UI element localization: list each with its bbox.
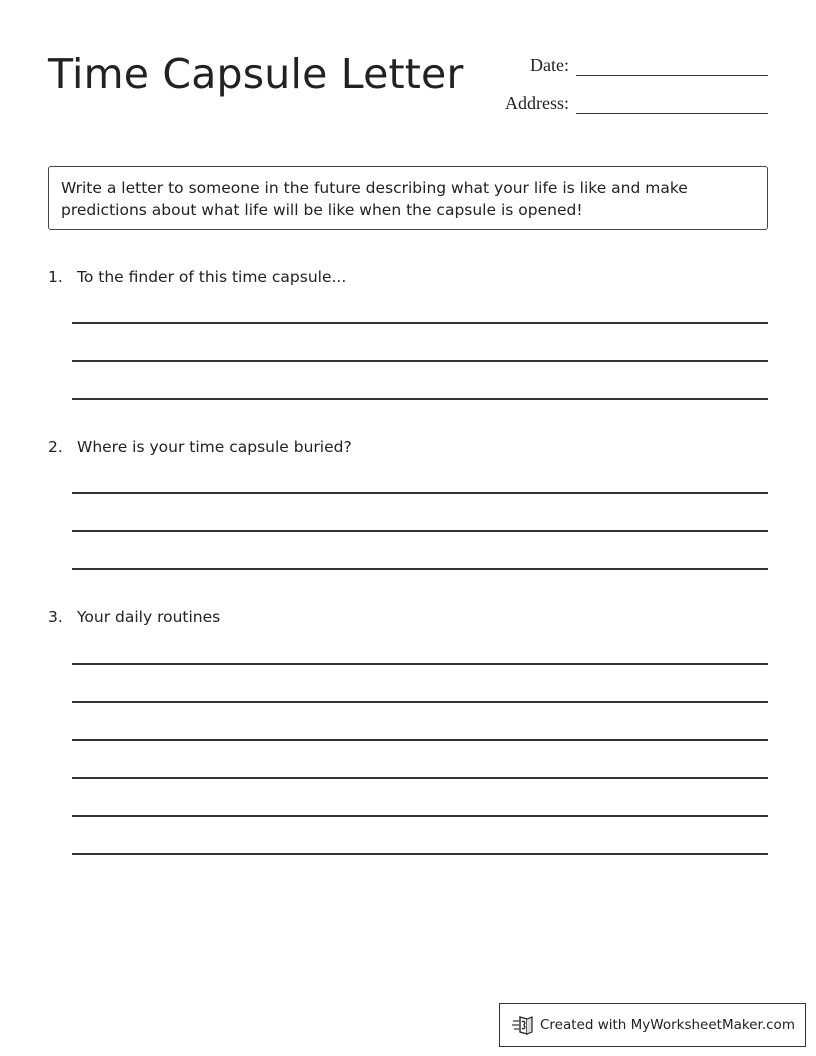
answer-line[interactable] (72, 492, 768, 494)
answer-line[interactable] (72, 322, 768, 324)
question-1-number: 1. (48, 268, 63, 286)
answer-line[interactable] (72, 853, 768, 855)
answer-line[interactable] (72, 739, 768, 741)
instructions-box: Write a letter to someone in the future describing what your life is like and make predictions about what life will be like when the capsule is opened! (48, 166, 768, 230)
question-1 (48, 266, 768, 288)
answer-line[interactable] (72, 663, 768, 665)
answer-line[interactable] (72, 530, 768, 532)
question-3-label (48, 606, 768, 628)
date-row (530, 52, 768, 76)
question-2 (48, 436, 768, 458)
footer-credit-badge (499, 1003, 806, 1047)
address-row (505, 90, 768, 114)
answer-line[interactable] (72, 777, 768, 779)
question-2-prompt: Where is your time capsule buried? (77, 438, 352, 456)
question-2-number: 2. (48, 438, 63, 456)
answer-line[interactable] (72, 398, 768, 400)
worksheet-title: Time Capsule Letter (48, 50, 464, 98)
address-label: Address: (505, 93, 569, 113)
book-logo-icon (512, 1014, 534, 1036)
question-3-prompt: Your daily routines (77, 608, 221, 626)
date-label: Date: (530, 55, 569, 75)
date-field[interactable] (576, 52, 768, 76)
answer-line[interactable] (72, 360, 768, 362)
question-1-label (48, 266, 768, 288)
question-3 (48, 606, 768, 628)
address-field[interactable] (576, 90, 768, 114)
answer-line[interactable] (72, 815, 768, 817)
answer-line[interactable] (72, 568, 768, 570)
answer-line[interactable] (72, 701, 768, 703)
question-2-label (48, 436, 768, 458)
footer-credit-text: Created with MyWorksheetMaker.com (540, 1017, 795, 1033)
question-1-prompt: To the finder of this time capsule... (77, 268, 347, 286)
question-3-number: 3. (48, 608, 63, 626)
